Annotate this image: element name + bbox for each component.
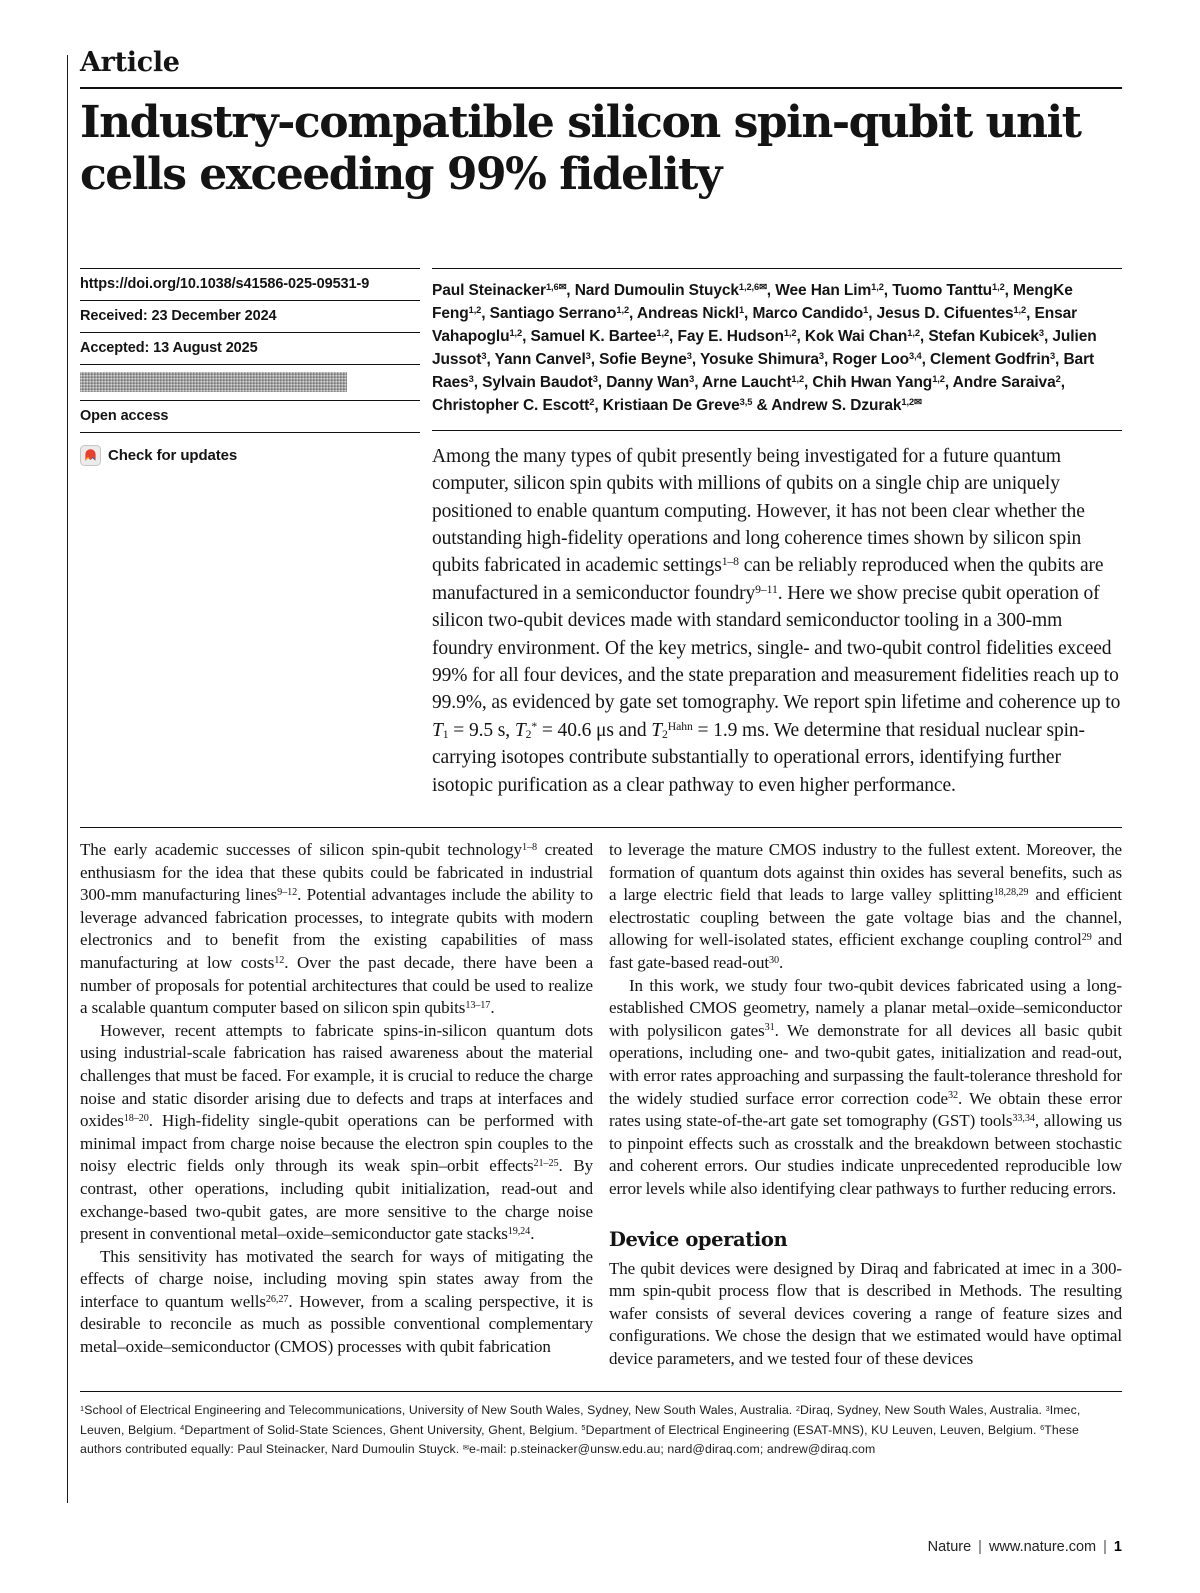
page-title-line2: cells exceeding 99% fidelity	[80, 149, 721, 201]
article-info-section	[80, 268, 1122, 799]
right-column	[609, 839, 1122, 1370]
page-title	[80, 97, 1122, 202]
published-row	[80, 364, 420, 400]
body-paragraph: to leverage the mature CMOS industry to the fullest extent. Moreover, the formation of quantum dots against thin oxides has several benefits, such as a large electric field that leads to large valley splitting$^{18,28,29}$ and efficient electrostatic coupling between the gate voltage bias and the channel, allowing for well-isolated states, efficient exchange coupling control$^{29}$ and fast gate-based read-out$^{30}$.	[609, 840, 1122, 972]
footer-separator: |	[978, 1539, 982, 1555]
crossmark-icon	[80, 445, 101, 466]
metadata-rows	[80, 268, 420, 433]
metadata-sidebar	[80, 268, 420, 799]
section-heading-device-operation: Device operation	[609, 1227, 788, 1251]
authors-abstract-block	[432, 268, 1122, 799]
body-paragraph: In this work, we study four two-qubit devices fabricated using a long-established CMOS geometry, namely a planar metal–oxide–semiconductor with polysilicon gates$^{31}$. We demonstrate for all devices all basic qubit operations, including one- and two-qubit gates, initialization and read-out, with error rates approaching and surpassing the fault-tolerance threshold for the widely studied surface error correction code$^{32}$. We obtain these error rates using state-of-the-art gate set tomography (GST) tools$^{33,34}$, allowing us to pinpoint effects such as crosstalk and the breakdown between stochastic and coherent errors. Our studies indicate unprecedented reproducible low error levels while also identifying clear pathways to further reducing errors.	[609, 975, 1123, 1198]
check-for-updates-button[interactable]	[80, 445, 420, 466]
footer-separator: |	[1103, 1539, 1107, 1555]
nature-url[interactable]: www.nature.com	[988, 1539, 1097, 1555]
open-access-row[interactable]: Open access	[80, 400, 420, 432]
article-kicker: Article	[80, 47, 180, 78]
received-row: Received: 23 December 2024	[80, 300, 420, 332]
left-column	[80, 839, 593, 1370]
doi-link[interactable]: https://doi.org/10.1038/s41586-025-09531-9	[80, 275, 370, 292]
page-content	[80, 0, 1122, 1460]
authors-list: Paul Steinacker$^{1,6✉}$, Nard Dumoulin Stuyck$^{1,2,6✉}$, Wee Han Lim$^{1,2}$, Tuomo Tanttu$^{1,2}$, MengKe Feng$^{1,2}$, Santiago Serrano$^{1,2}$, Andreas Nickl$^1$, Marco Candido$^1$, Jesus D. Cifuentes$^{1,2}$, Ensar Vahapoglu$^{1,2}$, Samuel K. Bartee$^{1,2}$, Fay E. Hudson$^{1,2}$, Kok Wai Chan$^{1,2}$, Stefan Kubicek$^3$, Julien Jussot$^3$, Yann Canvel$^3$, Sofie Beyne$^3$, Yosuke Shimura$^3$, Roger Loo$^{3,4}$, Clement Godfrin$^3$, Bart Raes$^3$, Sylvain Baudot$^3$, Danny Wan$^3$, Arne Laucht$^{1,2}$, Chih Hwan Yang$^{1,2}$, Andre Saraiva$^2$, Christopher C. Escott$^2$, Kristiaan De Greve$^{3,5}$ & Andrew S. Dzurak$^{1,2✉}$	[432, 268, 1122, 417]
body-paragraph: However, recent attempts to fabricate spins-in-silicon quantum dots using industrial-scale fabrication has raised awareness about the material challenges that must be faced. For example, it is crucial to reduce the charge noise and static disorder arising due to defects and traps at interfaces and oxides$^{18-20}$. High-fidelity single-qubit operations can be performed with minimal impact from charge noise because the electron spin couples to the noisy electric fields only through its weak spin–orbit effects$^{21-25}$. By contrast, other operations, including qubit initialization, read-out and exchange-based two-qubit gates, are more sensitive to the charge noise present in conventional metal–oxide–semiconductor gate stacks$^{19,24}$.	[80, 1020, 593, 1244]
body-paragraph: The early academic successes of silicon spin-qubit technology$^{1-8}$ created enthusiasm for the idea that these qubits could be fabricated in industrial 300-mm manufacturing lines$^{9-12}$. Potential advantages include the ability to leverage advanced fabrication processes, to integrate qubits with modern electronics and to benefit from the existing capabilities of mass manufacturing at low costs$^{12}$. Over the past decade, there have been a number of proposals for potential architectures that could be used to realize a scalable quantum computer based on silicon spin qubits$^{13-17}$.	[80, 840, 594, 1018]
doi-row	[80, 268, 420, 300]
kicker-divider	[80, 87, 1122, 89]
check-for-updates-label: Check for updates	[108, 446, 238, 464]
page-left-margin-rule	[67, 55, 68, 1503]
affiliations-footnote: $^1$School of Electrical Engineering and Telecommunications, University of New South Wales, Sydney, New South Wales, Australia. $^2$Diraq, Sydney, New South Wales, Australia. $^3$Imec, Leuven, Belgium. $^4$Department of Solid-State Sciences, Ghent University, Ghent, Belgium. $^5$Department of Electrical Engineering (ESAT-MNS), KU Leuven, Leuven, Belgium. $^6$These authors contributed equally: Paul Steinacker, Nard Dumoulin Stuyck. ✉e-mail: p.steinacker@unsw.edu.au; nard@diraq.com; andrew@diraq.com	[80, 1391, 1122, 1460]
journal-name: Nature	[927, 1539, 972, 1555]
body-paragraph: The qubit devices were designed by Diraq and fabricated at imec in a 300-mm spin-qubit process flow that is described in Methods. The resulting wafer consists of several devices covering a range of feature sizes and configurations. We chose the design that we estimated would have optimal device parameters, and we tested four of these devices	[609, 1258, 1122, 1368]
redacted-published-line	[80, 372, 347, 392]
page-footer	[928, 1539, 1122, 1555]
accepted-row: Accepted: 13 August 2025	[80, 332, 420, 364]
body-paragraph: This sensitivity has motivated the search for ways of mitigating the effects of charge noise, including moving spin states away from the interface to quantum wells$^{26,27}$. However, from a scaling perspective, it is desirable to reconcile as much as possible conventional complementary metal–oxide–semiconductor (CMOS) processes with qubit fabrication	[80, 1246, 593, 1357]
page-title-line1: Industry-compatible silicon spin-qubit unit	[80, 97, 1081, 148]
article-body	[80, 827, 1122, 1370]
page-number: 1	[1113, 1539, 1122, 1555]
abstract-text: Among the many types of qubit presently being investigated for a future quantum computer, silicon spin qubits with millions of qubits on a single chip are uniquely positioned to enable quantum computing. However, it has not been clear whether the outstanding high-fidelity operations and long coherence times shown by silicon spin qubits fabricated in academic settings$^{1-8}$ can be reliably reproduced when the qubits are manufactured in a semiconductor foundry$^{9-11}$. Here we show precise qubit operation of silicon two-qubit devices made with standard semiconductor tooling in a 300-mm foundry environment. Of the key metrics, single- and two-qubit control fidelities exceed 99% for all four devices, and the state preparation and measurement fidelities reach up to 99.9%, as evidenced by gate set tomography. We report spin lifetime and coherence up to $T_1 = 9.5$ s, $T_2^* = 40.6$ μs and $T_2^{Hahn} = 1.9$ ms. We determine that residual nuclear spin-carrying isotopes contribute substantially to operational errors, identifying further isotopic purification as a clear pathway to even higher performance.	[432, 430, 1122, 799]
